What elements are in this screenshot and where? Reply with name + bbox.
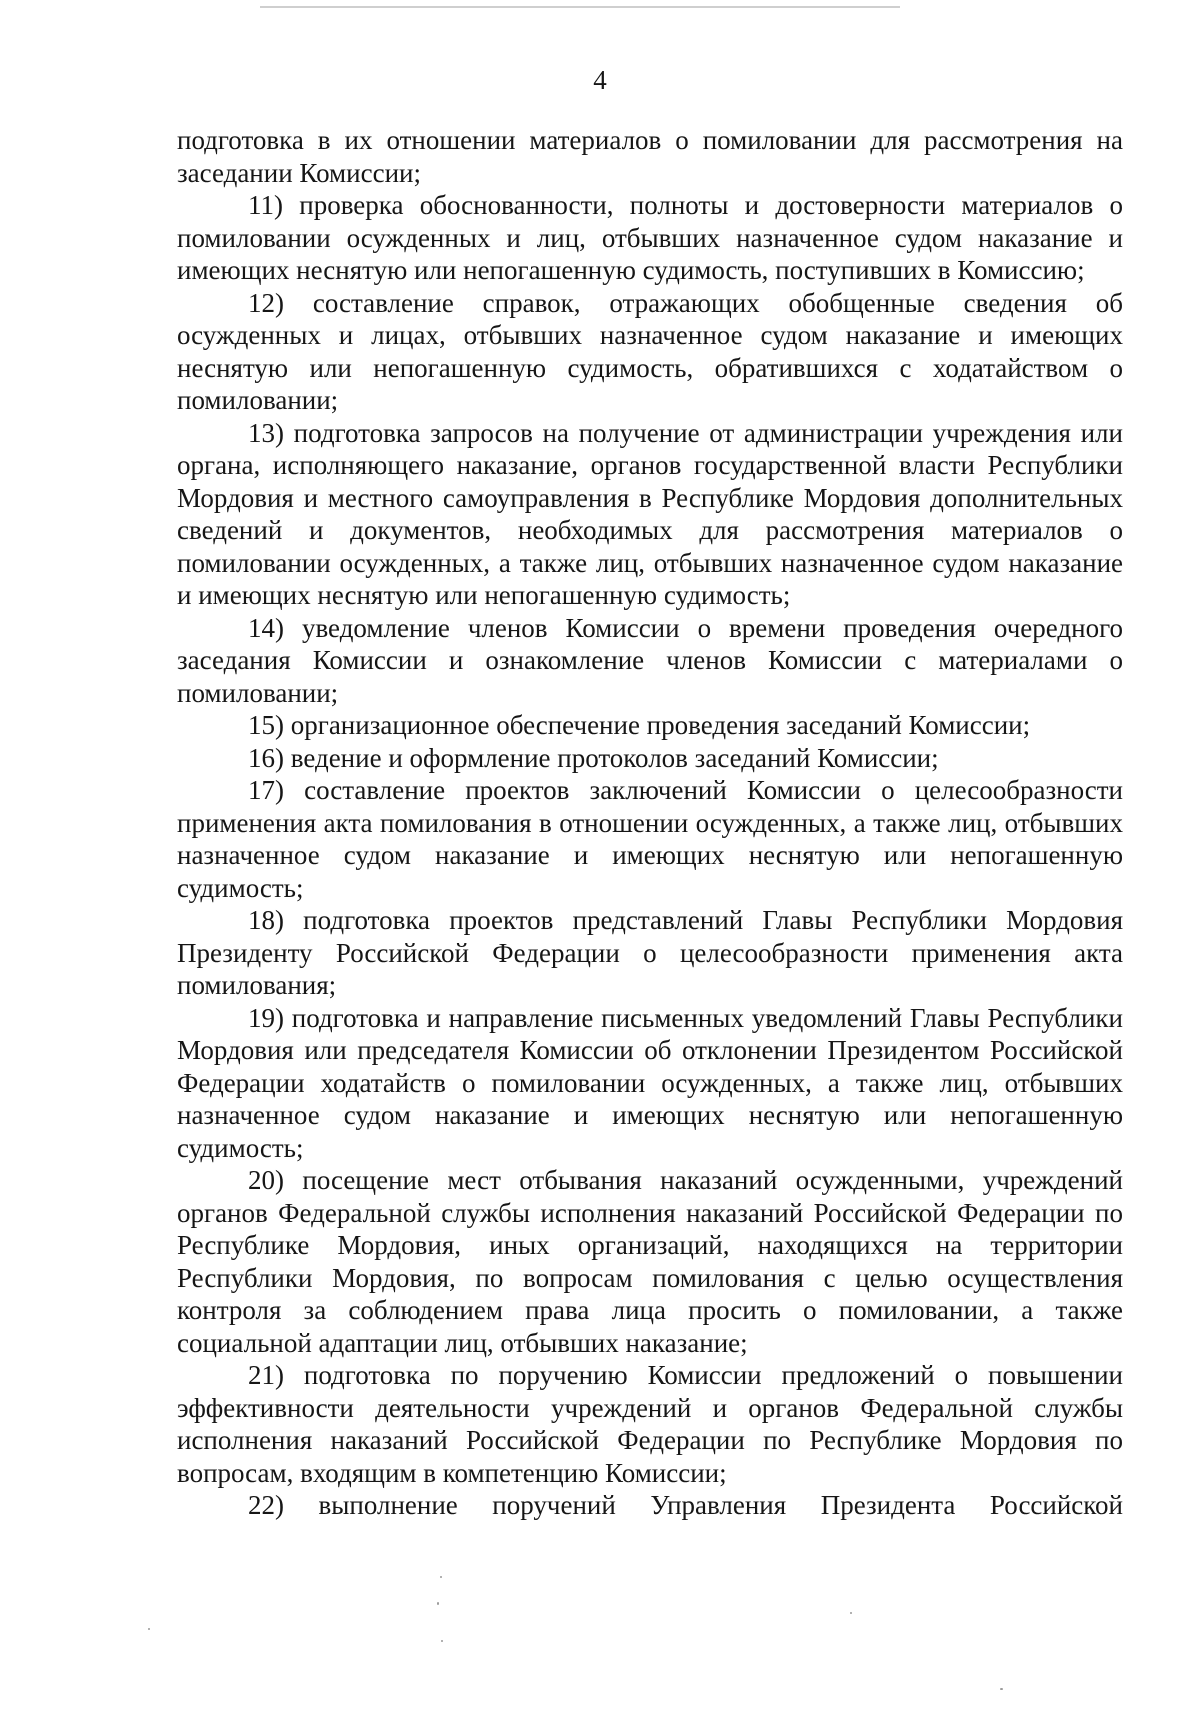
list-item-19: 19) подготовка и направление письменных уведомлений Главы Республики Мордовия или председателя Комиссии об отклонении Президентом Российской Федерации ходатайств о помиловании осужденных, а также лиц, отбывших назначенное судом наказание и имеющих неснятую или непогашенную судимость; [177, 1002, 1123, 1163]
page-number: 4 [593, 65, 607, 95]
list-item-17: 17) составление проектов заключений Комиссии о целесообразности применения акта помилования в отношении осужденных, а также лиц, отбывших назначенное судом наказание и имеющих неснятую или непогашенную судимость; [177, 775, 1123, 903]
scan-speck [148, 1628, 150, 1630]
scan-speck [1000, 1688, 1003, 1690]
scan-speck [850, 1612, 852, 1614]
paragraph-continuation: подготовка в их отношении материалов о помиловании для рассмотрения на заседании Комиссии; [177, 125, 1123, 188]
document-body [177, 124, 1123, 1522]
list-item-15: 15) организационное обеспечение проведения заседаний Комиссии; [248, 710, 1031, 740]
list-item-22: 22) выполнение поручений Управления Президента Российской [248, 1490, 1123, 1520]
list-item-14: 14) уведомление членов Комиссии о времени проведения очередного заседания Комиссии и ознакомление членов Комиссии с материалами о помиловании; [177, 612, 1123, 708]
scan-speck [440, 1576, 442, 1578]
scan-speck [437, 1602, 439, 1605]
list-item-21: 21) подготовка по поручению Комиссии предложений о повышении эффективности деятельности учреждений и органов Федеральной службы исполнения наказаний Российской Федерации по Республике Мордовия по вопросам, входящим в компетенцию Комиссии; [177, 1360, 1123, 1488]
list-item-12: 12) составление справок, отражающих обобщенные сведения об осужденных и лицах, отбывших назначенное судом наказание и имеющих неснятую или непогашенную судимость, обратившихся с ходатайством о помиловании; [177, 287, 1123, 415]
list-item-13: 13) подготовка запросов на получение от администрации учреждения или органа, исполняющего наказание, органов государственной власти Республики Мордовия и местного самоуправления в Республике Мордовия дополнительных сведений и документов, необходимых для рассмотрения материалов о помиловании осужденных, а также лиц, отбывших назначенное судом наказание и имеющих неснятую или непогашенную судимость; [177, 417, 1123, 610]
list-item-11: 11) проверка обоснованности, полноты и достоверности материалов о помиловании осужденных и лиц, отбывших назначенное судом наказание и имеющих неснятую или непогашенную судимость, поступивших в Комиссию; [177, 190, 1123, 285]
scan-speck [441, 1640, 443, 1642]
list-item-16: 16) ведение и оформление протоколов заседаний Комиссии; [248, 742, 939, 773]
list-item-20: 20) посещение мест отбывания наказаний осужденными, учреждений органов Федеральной службы исполнения наказаний Российской Федерации по Республике Мордовия, иных организаций, находящихся на территории Республики Мордовия, по вопросам помилования с целью осуществления контроля за соблюдением права лица просить о помиловании, а также социальной адаптации лиц, отбывших наказание; [177, 1165, 1123, 1358]
list-item-18: 18) подготовка проектов представлений Главы Республики Мордовия Президенту Российской Федерации о целесообразности применения акта помилования; [177, 905, 1123, 1000]
scan-top-edge [260, 6, 900, 8]
